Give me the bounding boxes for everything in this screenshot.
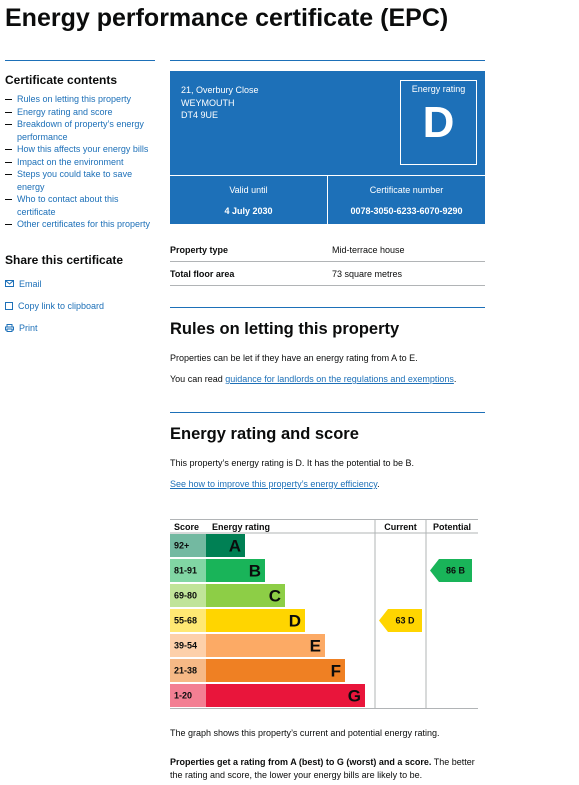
band-score-label: 21-38 bbox=[174, 665, 198, 676]
print-button[interactable] bbox=[5, 323, 155, 333]
band-score-label: 1-20 bbox=[174, 690, 193, 701]
toc-link-contact[interactable]: Who to contact about this certificate bbox=[17, 194, 119, 217]
address-line-2: WEYMOUTH bbox=[181, 97, 235, 108]
floor-area-row bbox=[170, 262, 485, 286]
rules-guidance-text: You can read guidance for landlords on the regulations and exemptions. bbox=[170, 374, 457, 384]
band-score-label: 92+ bbox=[174, 540, 190, 551]
floor-area-value: 73 square metres bbox=[332, 268, 403, 279]
page-title: Energy performance certificate (EPC) bbox=[5, 4, 449, 32]
toc-item-breakdown bbox=[5, 118, 155, 143]
improve-efficiency-link[interactable]: See how to improve this property’s energy efficiency bbox=[170, 479, 378, 489]
graph-note: The graph shows this property’s current and potential energy rating. bbox=[170, 728, 440, 738]
current-rating-label: 63 D bbox=[395, 615, 415, 626]
copy-link-button[interactable] bbox=[5, 301, 155, 311]
valid-until-value: 4 July 2030 bbox=[224, 206, 273, 216]
property-type-label: Property type bbox=[170, 244, 229, 255]
contents-list bbox=[5, 93, 155, 231]
section-divider bbox=[170, 307, 485, 308]
valid-until bbox=[170, 176, 327, 224]
band-bar-f bbox=[206, 659, 345, 682]
property-address bbox=[181, 84, 259, 122]
band-score-label: 55-68 bbox=[174, 615, 198, 626]
energy-rating-label: Energy rating bbox=[411, 84, 466, 94]
potential-rating-label: 86 B bbox=[445, 565, 466, 576]
band-score-label: 81-91 bbox=[174, 565, 198, 576]
copy-link-label: Copy link to clipboard bbox=[18, 300, 105, 311]
print-label: Print bbox=[19, 322, 38, 333]
share-email-label: Email bbox=[19, 278, 42, 289]
toc-link-breakdown[interactable]: Breakdown of property’s energy performance bbox=[17, 119, 144, 142]
address-line-1: 21, Overbury Close bbox=[181, 85, 259, 95]
band-bar-g bbox=[206, 684, 365, 707]
energy-rating-box bbox=[400, 80, 477, 165]
certificate-summary bbox=[170, 71, 485, 224]
energy-rating-column-header: Energy rating bbox=[212, 522, 271, 532]
landlord-guidance-link[interactable]: guidance for landlords on the regulations and exemptions bbox=[225, 374, 454, 384]
valid-until-label: Valid until bbox=[229, 185, 268, 195]
band-letter-c: C bbox=[268, 586, 281, 606]
band-letter-b: B bbox=[248, 561, 261, 581]
rating-explanation-bold: Properties get a rating from A (best) to G (worst) and a score. bbox=[170, 757, 432, 767]
band-bar-e bbox=[206, 634, 325, 657]
certificate-number bbox=[327, 176, 485, 224]
toc-link-environment[interactable]: Impact on the environment bbox=[17, 156, 124, 167]
toc-link-other-certificates[interactable]: Other certificates for this property bbox=[17, 219, 151, 229]
energy-rating-text: This property’s energy rating is D. It has the potential to be B. bbox=[170, 458, 414, 468]
certificate-number-value: 0078-3050-6233-6070-9290 bbox=[350, 206, 463, 216]
current-column-header: Current bbox=[384, 522, 417, 532]
potential-column-header: Potential bbox=[432, 522, 472, 532]
rules-heading: Rules on letting this property bbox=[170, 320, 400, 338]
printer-icon bbox=[5, 324, 14, 332]
address-line-3: DT4 9UE bbox=[181, 110, 219, 120]
main-content bbox=[170, 60, 485, 489]
rules-text: Properties can be let if they have an energy rating from A to E. bbox=[170, 353, 418, 363]
toc-item-rules bbox=[5, 93, 155, 106]
improve-text: See how to improve this property’s energy efficiency. bbox=[170, 479, 380, 489]
toc-item-steps bbox=[5, 168, 155, 193]
toc-link-steps[interactable]: Steps you could take to save energy bbox=[17, 169, 133, 192]
score-column-header: Score bbox=[174, 522, 200, 532]
band-letter-d: D bbox=[288, 611, 301, 631]
rating-explanation bbox=[170, 756, 478, 781]
toc-item-other-certificates bbox=[5, 218, 155, 231]
toc-link-rating[interactable]: Energy rating and score bbox=[17, 106, 113, 117]
share-heading: Share this certificate bbox=[5, 252, 124, 267]
main-divider bbox=[170, 60, 485, 61]
toc-item-contact bbox=[5, 193, 155, 218]
envelope-icon bbox=[5, 280, 14, 287]
certificate-number-label: Certificate number bbox=[369, 185, 444, 195]
band-letter-f: F bbox=[330, 661, 341, 681]
toc-item-environment bbox=[5, 156, 155, 169]
property-type-row bbox=[170, 238, 485, 262]
toc-item-bills bbox=[5, 143, 155, 156]
property-type-value: Mid-terrace house bbox=[332, 244, 405, 255]
energy-rating-heading: Energy rating and score bbox=[170, 425, 359, 443]
band-letter-g: G bbox=[347, 686, 361, 706]
toc-item-rating bbox=[5, 106, 155, 119]
band-score-label: 39-54 bbox=[174, 640, 198, 651]
property-details bbox=[170, 238, 485, 286]
band-letter-a: A bbox=[228, 536, 241, 556]
floor-area-label: Total floor area bbox=[170, 268, 235, 279]
band-letter-e: E bbox=[309, 636, 321, 656]
energy-rating-letter: D bbox=[422, 98, 455, 147]
copy-icon bbox=[5, 302, 13, 310]
rating-explanation-rest: The better the rating and score, the lower your energy bills are likely to be. bbox=[170, 757, 475, 780]
energy-rating-chart bbox=[170, 519, 478, 709]
section-divider bbox=[170, 412, 485, 413]
sidebar bbox=[5, 60, 155, 333]
toc-link-rules[interactable]: Rules on letting this property bbox=[17, 94, 132, 104]
band-score-label: 69-80 bbox=[174, 590, 198, 601]
share-email-link[interactable] bbox=[5, 279, 155, 289]
sidebar-divider bbox=[5, 60, 155, 61]
toc-link-bills[interactable]: How this affects your energy bills bbox=[17, 144, 149, 154]
contents-heading: Certificate contents bbox=[5, 73, 118, 87]
